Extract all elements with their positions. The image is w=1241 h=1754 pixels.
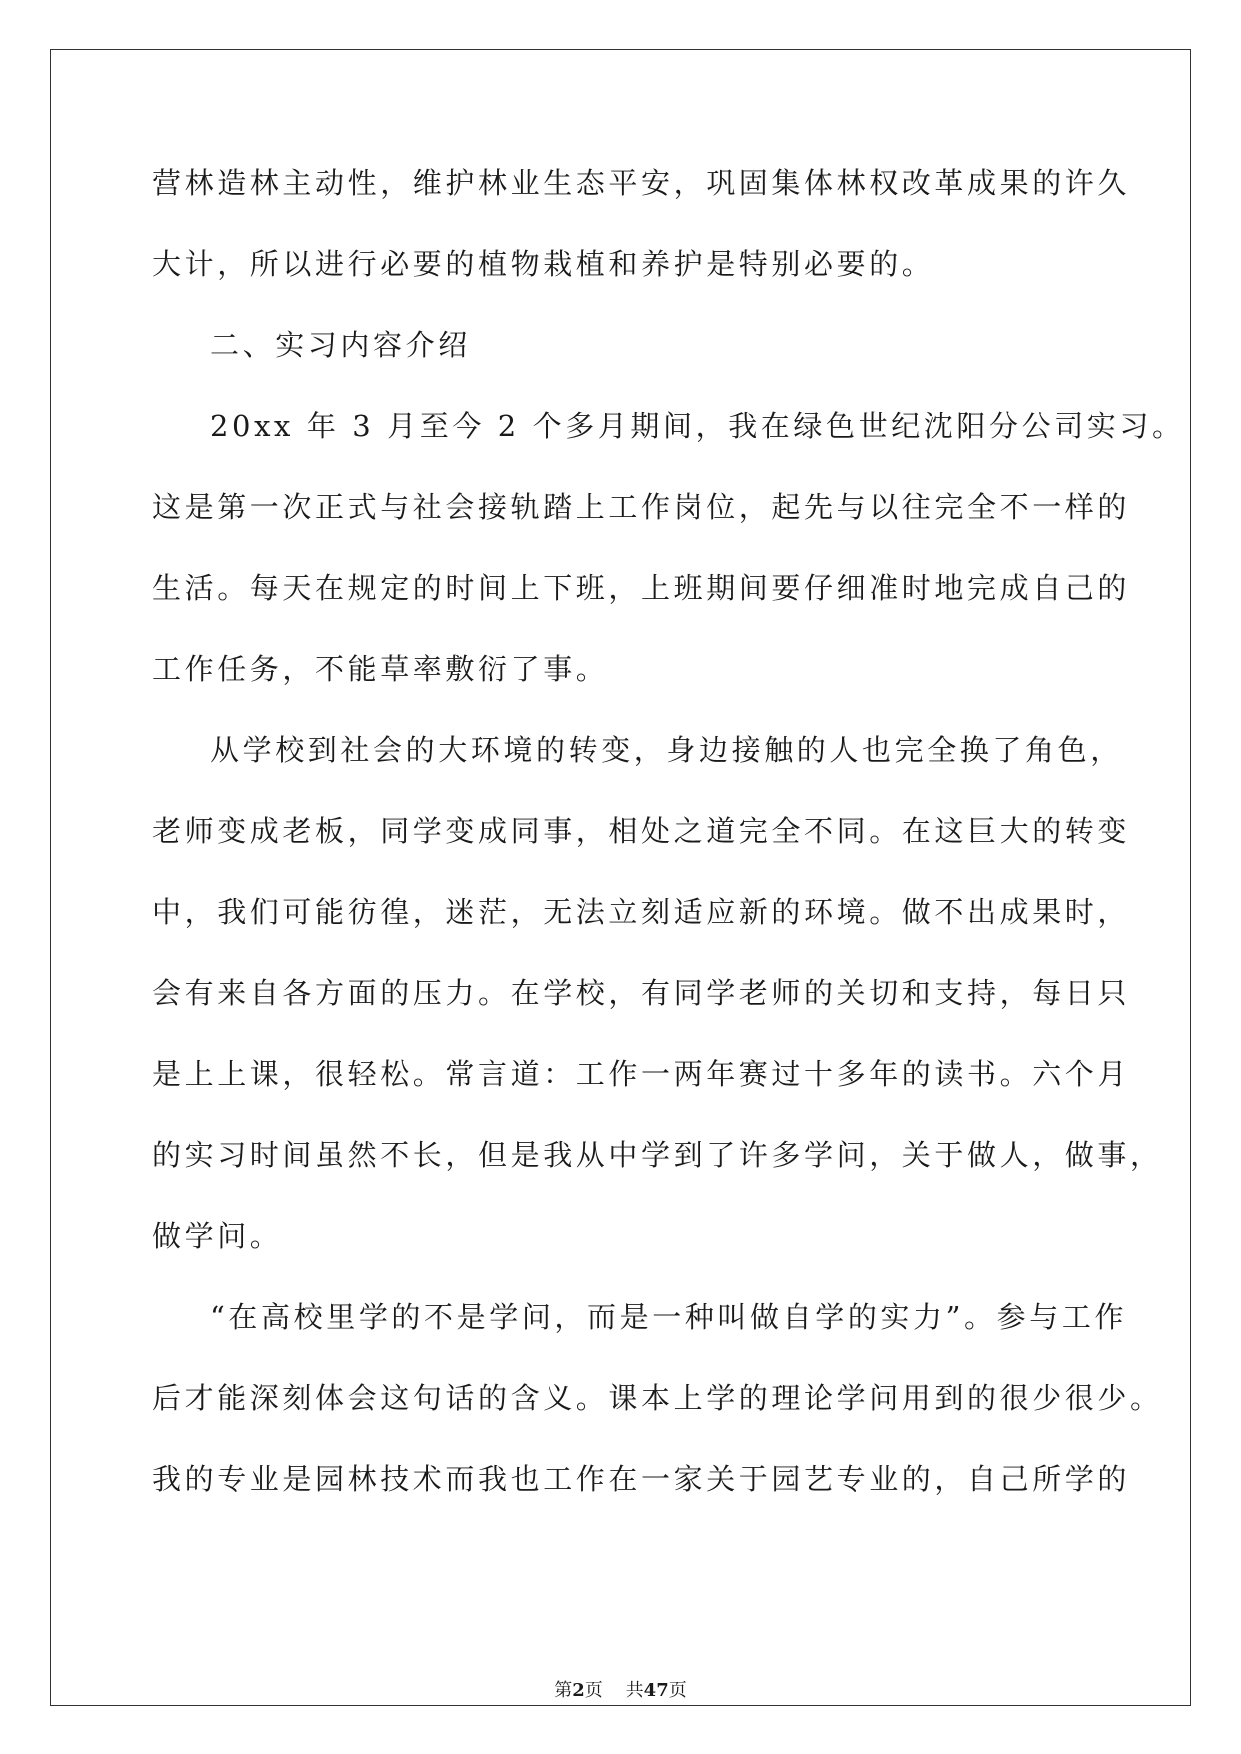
text-line: 生活。每天在规定的时间上下班，上班期间要仔细准时地完成自己的 xyxy=(152,571,1131,605)
text-line: 我的专业是园林技术而我也工作在一家关于园艺专业的，自己所学的 xyxy=(152,1462,1131,1496)
text-line: 20xx 年 3 月至今 2 个多月期间，我在绿色世纪沈阳分公司实习。 xyxy=(210,409,1185,443)
document-body xyxy=(152,163,1185,1540)
page-prefix: 第 xyxy=(554,1680,573,1701)
text-line: 从学校到社会的大环境的转变，身边接触的人也完全换了角色， xyxy=(210,733,1123,767)
text-line: 是上上课，很轻松。常言道：工作一两年赛过十多年的读书。六个月 xyxy=(152,1057,1131,1091)
text-line: 中，我们可能彷徨，迷茫，无法立刻适应新的环境。做不出成果时， xyxy=(152,895,1131,929)
page-footer xyxy=(0,1681,1241,1701)
text-line: 会有来自各方面的压力。在学校，有同学老师的关切和支持，每日只 xyxy=(152,976,1131,1010)
text-line: 老师变成老板，同学变成同事，相处之道完全不同。在这巨大的转变 xyxy=(152,814,1131,848)
total-prefix: 共 xyxy=(625,1680,644,1701)
text-line: 这是第一次正式与社会接轨踏上工作岗位，起先与以往完全不一样的 xyxy=(152,490,1131,524)
section-heading: 二、实习内容介绍 xyxy=(210,328,471,362)
text-line: 做学问。 xyxy=(152,1219,283,1253)
text-line: 大计，所以进行必要的植物栽植和养护是特别必要的。 xyxy=(152,247,935,281)
text-line: 的实习时间虽然不长，但是我从中学到了许多学问，关于做人，做事， xyxy=(152,1138,1163,1172)
text-line: 工作任务，不能草率敷衍了事。 xyxy=(152,652,609,686)
text-line: 营林造林主动性，维护林业生态平安，巩固集体林权改革成果的许久 xyxy=(152,166,1131,200)
total-pages: 47 xyxy=(643,1680,669,1701)
text-line: “在高校里学的不是学问，而是一种叫做自学的实力”。参与工作 xyxy=(210,1300,1128,1334)
page-suffix: 页 xyxy=(584,1680,603,1701)
text-line: 后才能深刻体会这句话的含义。课本上学的理论学问用到的很少很少。 xyxy=(152,1381,1163,1415)
page-number: 2 xyxy=(572,1680,585,1701)
total-suffix: 页 xyxy=(668,1680,687,1701)
